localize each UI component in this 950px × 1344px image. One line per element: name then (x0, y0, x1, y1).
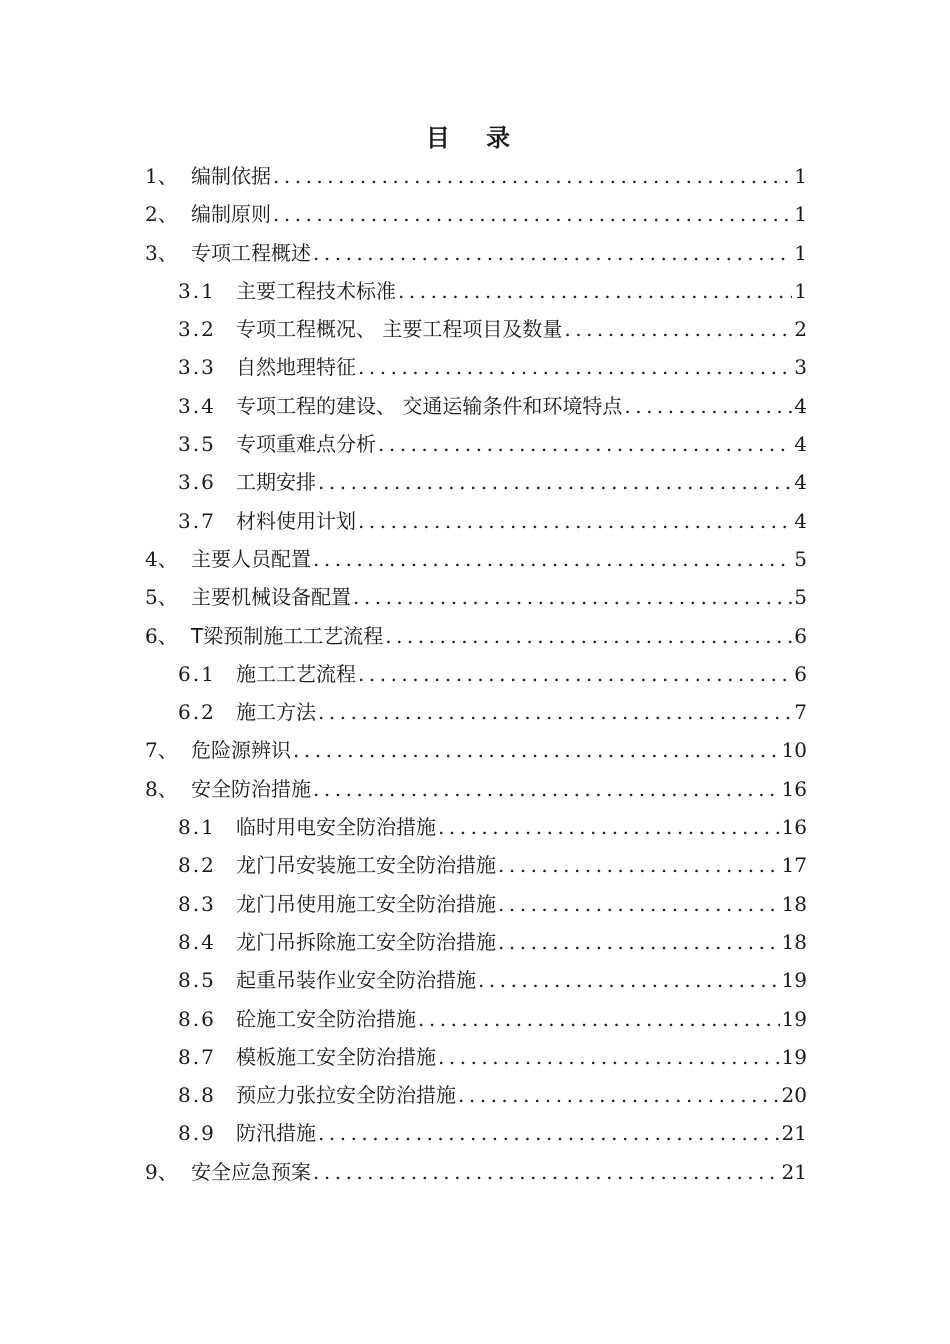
toc-dot-leader (313, 1153, 780, 1191)
toc-entry[interactable] (145, 617, 807, 655)
toc-dot-leader (398, 272, 792, 310)
toc-dot-leader (273, 157, 792, 195)
toc-entry-number: 3、 (145, 240, 178, 265)
toc-entry-number: 9、 (145, 1159, 178, 1184)
toc-entry-number: 8.4 (178, 929, 216, 954)
toc-entry-title: T梁预制施工工艺流程 (191, 623, 384, 648)
toc-dot-leader (498, 885, 780, 923)
toc-entry-page: 6 (794, 661, 807, 686)
toc-dot-leader (624, 387, 792, 425)
toc-entry-page: 4 (794, 470, 807, 495)
toc-entry-title: 龙门吊安装施工安全防治措施 (236, 853, 496, 878)
toc-dot-leader (418, 1000, 780, 1038)
toc-entry-page: 16 (781, 815, 807, 840)
toc-entry-number: 4、 (145, 546, 178, 571)
toc-entry-number: 8.7 (178, 1044, 216, 1069)
toc-dot-leader (293, 731, 780, 769)
toc-title: 目 录 (425, 124, 525, 152)
toc-entry-title: 专项工程概述 (191, 240, 311, 265)
toc-entry[interactable] (145, 1000, 807, 1038)
toc-entry-title: 材料使用计划 (236, 508, 356, 533)
toc-entry-number: 3.7 (178, 508, 216, 533)
toc-entry[interactable] (145, 502, 807, 540)
toc-entry[interactable] (145, 693, 807, 731)
toc-dot-leader (378, 425, 792, 463)
toc-entry-title: 主要人员配置 (191, 546, 311, 571)
toc-entry-page: 6 (794, 623, 807, 648)
toc-entry-number: 5、 (145, 585, 178, 610)
toc-entry[interactable] (145, 387, 807, 425)
toc-dot-leader (313, 540, 792, 578)
toc-entry-page: 18 (781, 891, 807, 916)
toc-entry-page: 7 (794, 700, 807, 725)
toc-dot-leader (358, 655, 792, 693)
toc-entry-number: 8.8 (178, 1083, 216, 1108)
toc-entry-page: 4 (794, 508, 807, 533)
toc-entry-page: 18 (781, 929, 807, 954)
toc-entry[interactable] (145, 885, 807, 923)
toc-dot-leader (478, 961, 780, 999)
toc-entry-page: 1 (794, 164, 807, 188)
toc-entry[interactable] (145, 272, 807, 310)
toc-entry-page: 4 (794, 393, 807, 418)
toc-entry-number: 6.2 (178, 700, 216, 725)
toc-entry-page: 1 (794, 202, 807, 227)
toc-entry[interactable] (145, 348, 807, 386)
toc-entry[interactable] (145, 540, 807, 578)
toc-entry-title: 施工方法 (236, 700, 316, 725)
toc-entry-page: 5 (794, 546, 807, 571)
toc-entry-title: 危险源辨识 (191, 738, 291, 763)
toc-entry[interactable] (145, 1153, 807, 1191)
toc-entry-page: 1 (794, 278, 807, 303)
toc-entry-title: 防汛措施 (236, 1121, 316, 1146)
toc-entry-title: 临时用电安全防治措施 (236, 815, 436, 840)
toc-entry-number: 3.3 (178, 355, 216, 380)
toc-dot-leader (318, 463, 792, 501)
toc-entry-number: 3.2 (178, 317, 216, 342)
toc-entry-title: 龙门吊使用施工安全防治措施 (236, 891, 496, 916)
toc-entry-page: 1 (794, 240, 807, 265)
toc-entry-page: 2 (794, 317, 807, 342)
toc-entry[interactable] (145, 961, 807, 999)
toc-entry-page: 10 (781, 738, 807, 763)
toc-entry-number: 6、 (145, 623, 178, 648)
toc-entry[interactable] (145, 1076, 807, 1114)
toc-dot-leader (353, 578, 792, 616)
toc-entry-page: 19 (781, 968, 807, 993)
toc-entry-number: 8、 (145, 776, 178, 801)
toc-entry-number: 8.1 (178, 815, 216, 840)
toc-entry-page: 3 (794, 355, 807, 380)
toc-dot-leader (318, 693, 792, 731)
toc-entry-title: 工期安排 (236, 470, 316, 495)
toc-entry-page: 21 (781, 1159, 807, 1184)
toc-list (145, 157, 807, 1191)
toc-dot-leader (498, 846, 780, 884)
toc-entry-number: 7、 (145, 738, 178, 763)
toc-entry[interactable] (145, 234, 807, 272)
toc-entry-title: 安全应急预案 (191, 1159, 311, 1184)
toc-entry-number: 3.6 (178, 470, 216, 495)
toc-entry[interactable] (145, 157, 807, 195)
toc-entry[interactable] (145, 655, 807, 693)
toc-entry[interactable] (145, 195, 807, 233)
toc-entry-number: 8.3 (178, 891, 216, 916)
toc-entry[interactable] (145, 578, 807, 616)
toc-dot-leader (385, 617, 792, 655)
toc-entry-title: 编制原则 (191, 202, 271, 227)
toc-entry-title: 专项工程的建设、 交通运输条件和环境特点 (236, 393, 623, 418)
toc-dot-leader (498, 923, 780, 961)
toc-entry[interactable] (145, 731, 807, 769)
toc-entry-number: 3.4 (178, 393, 216, 418)
toc-entry-number: 1、 (145, 164, 178, 188)
toc-entry-title: 施工工艺流程 (236, 661, 356, 686)
toc-dot-leader (564, 310, 792, 348)
toc-entry-number: 3.5 (178, 432, 216, 457)
toc-entry[interactable] (145, 770, 807, 808)
toc-entry-page: 19 (781, 1044, 807, 1069)
toc-entry-page: 16 (781, 776, 807, 801)
toc-dot-leader (313, 234, 792, 272)
toc-entry-title: 龙门吊拆除施工安全防治措施 (236, 929, 496, 954)
toc-entry-page: 20 (781, 1083, 807, 1108)
toc-entry-number: 8.9 (178, 1121, 216, 1146)
toc-entry[interactable] (145, 1114, 807, 1152)
toc-entry-title: 专项重难点分析 (236, 432, 376, 457)
toc-entry-page: 5 (794, 585, 807, 610)
toc-entry-title: 自然地理特征 (236, 355, 356, 380)
toc-dot-leader (438, 808, 780, 846)
toc-entry-page: 19 (781, 1006, 807, 1031)
toc-entry[interactable] (145, 425, 807, 463)
toc-entry-page: 4 (794, 432, 807, 457)
toc-entry-title: 起重吊装作业安全防治措施 (236, 968, 476, 993)
toc-entry-page: 21 (781, 1121, 807, 1146)
toc-entry[interactable] (145, 463, 807, 501)
toc-entry-title: 预应力张拉安全防治措施 (236, 1083, 456, 1108)
toc-entry-title: 编制依据 (191, 164, 271, 188)
toc-dot-leader (438, 1038, 780, 1076)
toc-dot-leader (273, 195, 792, 233)
toc-entry-page: 17 (781, 853, 807, 878)
toc-dot-leader (358, 348, 792, 386)
toc-entry-number: 6.1 (178, 661, 216, 686)
toc-entry[interactable] (145, 846, 807, 884)
toc-entry-title: 砼施工安全防治措施 (236, 1006, 416, 1031)
toc-entry[interactable] (145, 310, 807, 348)
toc-entry-title: 主要机械设备配置 (191, 585, 351, 610)
toc-dot-leader (458, 1076, 780, 1114)
toc-entry-title: 主要工程技术标准 (236, 278, 396, 303)
toc-entry-number: 2、 (145, 202, 178, 227)
toc-dot-leader (318, 1114, 780, 1152)
toc-entry[interactable] (145, 1038, 807, 1076)
toc-entry-number: 8.2 (178, 853, 216, 878)
toc-entry-title: 模板施工安全防治措施 (236, 1044, 436, 1069)
toc-entry-number: 8.5 (178, 968, 216, 993)
toc-entry[interactable] (145, 923, 807, 961)
toc-dot-leader (358, 502, 792, 540)
toc-entry-number: 8.6 (178, 1006, 216, 1031)
toc-entry-title: 安全防治措施 (191, 776, 311, 801)
toc-entry[interactable] (145, 808, 807, 846)
toc-entry-number: 3.1 (178, 278, 216, 303)
toc-entry-title: 专项工程概况、 主要工程项目及数量 (236, 317, 563, 342)
toc-dot-leader (313, 770, 780, 808)
